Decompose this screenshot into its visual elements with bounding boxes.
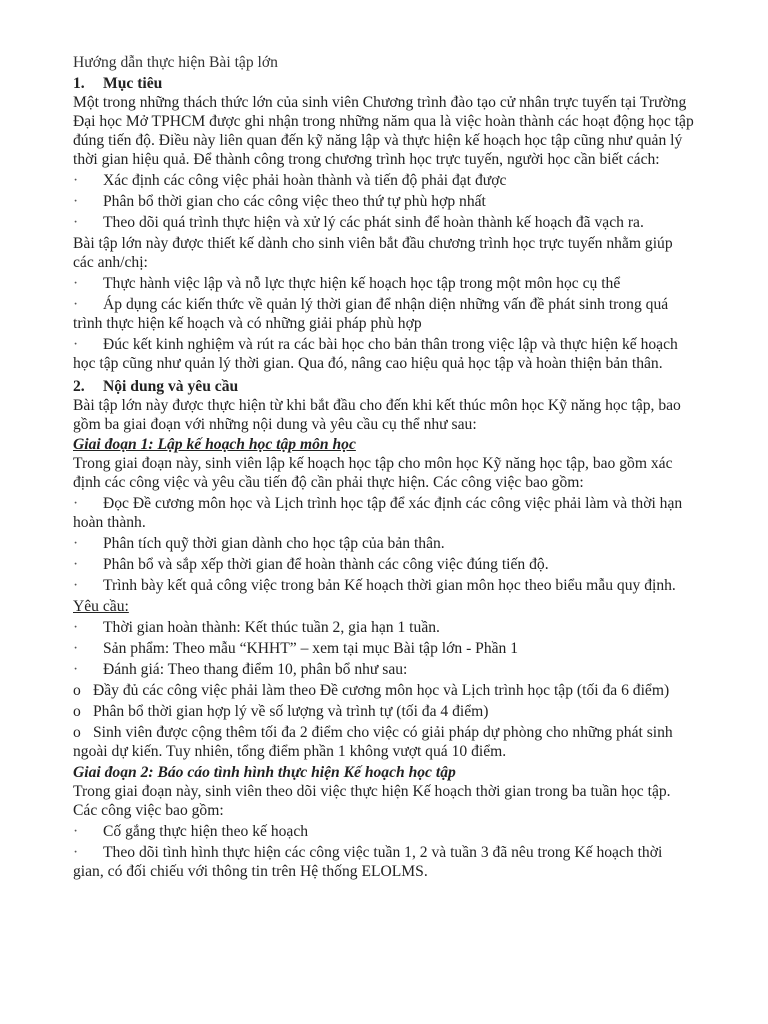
bullet-list (73, 822, 695, 881)
sub-list (73, 681, 695, 761)
list-item-text: Thực hành việc lập và nỗ lực thực hiện kế hoạch học tập trong một môn học cụ thể (103, 275, 621, 292)
section-title: Nội dung và yêu cầu (103, 378, 239, 395)
sub-list-item-text: Phân bổ thời gian hợp lý về số lượng và trình tự (tối đa 4 điểm) (93, 703, 489, 720)
bullet-list (73, 171, 695, 232)
bullet-icon: · (73, 640, 79, 657)
bullet-list (73, 618, 695, 679)
bullet-icon: · (73, 577, 79, 594)
bullet-icon: · (73, 172, 79, 189)
list-item-text: Đánh giá: Theo thang điểm 10, phân bổ như sau: (103, 661, 408, 678)
paragraph: Trong giai đoạn này, sinh viên theo dõi việc thực hiện Kế hoạch thời gian trong ba tuần học tập. Các công việc bao gồm: (73, 783, 671, 819)
bullet-icon: · (73, 193, 79, 210)
list-item-text: Thời gian hoàn thành: Kết thúc tuần 2, gia hạn 1 tuần. (103, 619, 440, 636)
list-item (73, 843, 695, 881)
list-item (73, 335, 695, 373)
list-item (73, 213, 695, 232)
list-item (73, 639, 695, 658)
bullet-icon: · (73, 844, 79, 861)
bullet-icon: · (73, 214, 79, 231)
sub-list-item-text: Đầy đủ các công việc phải làm theo Đề cương môn học và Lịch trình học tập (tối đa 6 điểm) (93, 682, 670, 699)
section-2-heading (73, 377, 695, 396)
list-item-text: Theo dõi tình hình thực hiện các công việc tuần 1, 2 và tuần 3 đã nêu trong Kế hoạch thời gian, có đối chiếu với thông tin trên Hệ thống ELOLMS. (73, 844, 663, 880)
sub-list-item (73, 681, 695, 700)
list-item (73, 274, 695, 293)
section-title: Mục tiêu (103, 75, 163, 92)
document-title: Hướng dẫn thực hiện Bài tập lớn (73, 54, 278, 71)
bullet-icon: · (73, 556, 79, 573)
list-item (73, 660, 695, 679)
sub-list-item-text: Sinh viên được cộng thêm tối đa 2 điểm cho việc có giải pháp dự phòng cho những phát sinh ngoài dự kiến. Tuy nhiên, tổng điểm phần 1 không vượt quá 10 điểm. (73, 724, 673, 760)
list-item-text: Áp dụng các kiến thức về quản lý thời gian để nhận diện những vấn đề phát sinh trong quá trình thực hiện kế hoạch và có những giải pháp phù hợp (73, 296, 669, 332)
list-item (73, 295, 695, 333)
document-page (73, 53, 695, 883)
circle-bullet-icon: o (73, 724, 81, 741)
bullet-icon: · (73, 495, 79, 512)
stage-2-heading: Giai đoạn 2: Báo cáo tình hình thực hiện Kế hoạch học tập (73, 764, 456, 781)
bullet-list (73, 274, 695, 373)
bullet-icon: · (73, 275, 79, 292)
requirements-label: Yêu cầu: (73, 598, 129, 615)
list-item (73, 822, 695, 841)
bullet-icon: · (73, 296, 79, 313)
stage-1-heading: Giai đoạn 1: Lập kế hoạch học tập môn học (73, 436, 356, 453)
list-item-text: Đọc Đề cương môn học và Lịch trình học tập để xác định các công việc phải làm và thời hạn hoàn thành. (73, 495, 683, 531)
list-item (73, 171, 695, 190)
bullet-icon: · (73, 661, 79, 678)
bullet-list (73, 494, 695, 595)
paragraph: Một trong những thách thức lớn của sinh viên Chương trình đào tạo cử nhân trực tuyến tại Trường Đại học Mở TPHCM được ghi nhận trong những năm qua là việc hoàn thành các hoạt động học tập đúng tiến độ. Điều này liên quan đến kỹ năng lập và thực hiện kế hoạch học tập cũng như quản lý thời gian hiệu quả. Để thành công trong chương trình học trực tuyến, người học cần biết cách: (73, 94, 694, 168)
section-number: 1. (73, 75, 85, 92)
sub-list-item (73, 702, 695, 721)
list-item (73, 192, 695, 211)
list-item-text: Phân bổ thời gian cho các công việc theo thứ tự phù hợp nhất (103, 193, 486, 210)
list-item-text: Sản phẩm: Theo mẫu “KHHT” – xem tại mục Bài tập lớn - Phần 1 (103, 640, 519, 657)
circle-bullet-icon: o (73, 682, 81, 699)
bullet-icon: · (73, 823, 79, 840)
list-item-text: Trình bày kết quả công việc trong bản Kế hoạch thời gian môn học theo biểu mẫu quy định. (103, 577, 676, 594)
section-1-heading (73, 74, 695, 93)
list-item-text: Cố gắng thực hiện theo kế hoạch (103, 823, 309, 840)
list-item-text: Phân tích quỹ thời gian dành cho học tập của bản thân. (103, 535, 445, 552)
sub-list-item (73, 723, 695, 761)
list-item (73, 555, 695, 574)
list-item (73, 534, 695, 553)
paragraph: Bài tập lớn này được thiết kế dành cho sinh viên bắt đầu chương trình học trực tuyến nhằm giúp các anh/chị: (73, 235, 673, 271)
paragraph: Bài tập lớn này được thực hiện từ khi bắt đầu cho đến khi kết thúc môn học Kỹ năng học tập, bao gồm ba giai đoạn với những nội dung và yêu cầu cụ thể như sau: (73, 397, 681, 433)
list-item (73, 494, 695, 532)
list-item-text: Xác định các công việc phải hoàn thành và tiến độ phải đạt được (103, 172, 507, 189)
paragraph: Trong giai đoạn này, sinh viên lập kế hoạch học tập cho môn học Kỹ năng học tập, bao gồm xác định các công việc và yêu cầu tiến độ cần phải thực hiện. Các công việc bao gồm: (73, 455, 673, 491)
list-item-text: Đúc kết kinh nghiệm và rút ra các bài học cho bản thân trong việc lập và thực hiện kế hoạch học tập cũng như quản lý thời gian. Qua đó, nâng cao hiệu quả học tập và hoàn thiện bản thân. (73, 336, 678, 372)
list-item (73, 576, 695, 595)
section-number: 2. (73, 378, 85, 395)
bullet-icon: · (73, 535, 79, 552)
bullet-icon: · (73, 619, 79, 636)
list-item-text: Phân bổ và sắp xếp thời gian để hoàn thành các công việc đúng tiến độ. (103, 556, 549, 573)
list-item-text: Theo dõi quá trình thực hiện và xử lý các phát sinh để hoàn thành kế hoạch đã vạch ra. (103, 214, 644, 231)
circle-bullet-icon: o (73, 703, 81, 720)
bullet-icon: · (73, 336, 79, 353)
list-item (73, 618, 695, 637)
